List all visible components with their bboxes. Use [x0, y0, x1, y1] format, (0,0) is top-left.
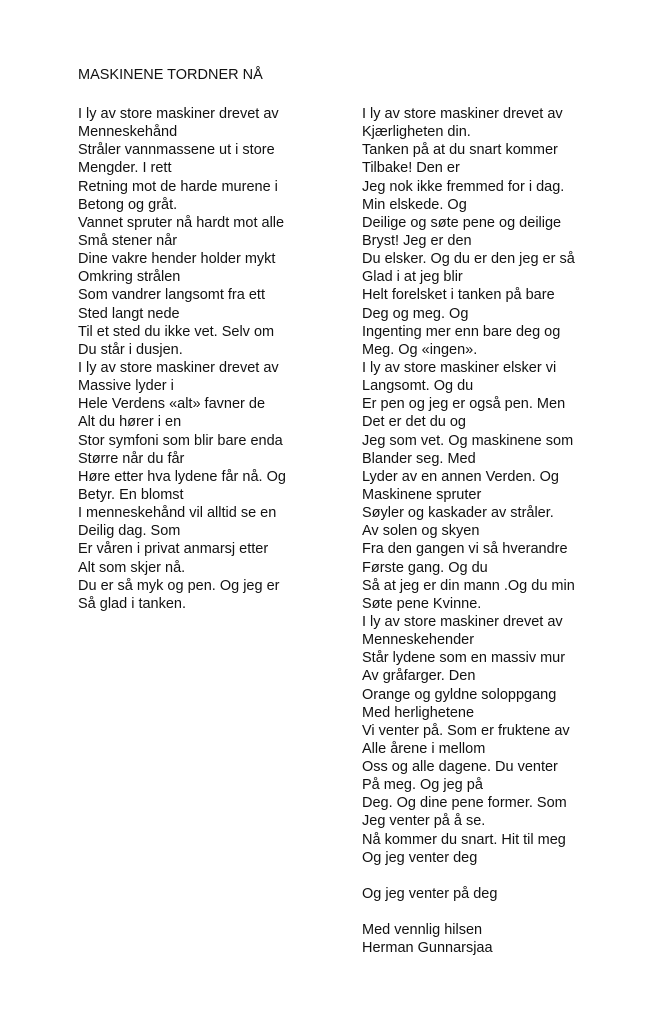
poem-line: Til et sted du ikke vet. Selv om — [78, 323, 275, 340]
poem-line: Stor symfoni som blir bare enda — [78, 432, 283, 449]
poem-line: Deg. Og dine pene former. Som — [362, 795, 567, 812]
poem-line: Søte pene Kvinne. — [362, 595, 482, 612]
poem-line: Større når du får — [78, 450, 185, 467]
poem-line: Jeg venter på å se. — [362, 813, 486, 830]
poem-line: Omkring strålen — [78, 269, 181, 286]
poem-line: Du er så myk og pen. Og jeg er — [78, 577, 280, 594]
poem-line: I ly av store maskiner elsker vi — [362, 359, 557, 376]
poem-line: Alle årene i mellom — [362, 740, 486, 757]
poem-left-column — [78, 105, 348, 613]
poem-line: Langsomt. Og du — [362, 378, 474, 395]
poem-line: Nå kommer du snart. Hit til meg — [362, 831, 566, 848]
poem-line: Fra den gangen vi så hverandre — [362, 541, 568, 558]
poem-line: Første gang. Og du — [362, 559, 488, 576]
poem-right-column — [362, 105, 652, 958]
poem-line: Jeg som vet. Og maskinene som — [362, 432, 574, 449]
poem-line: Menneskehender — [362, 632, 475, 649]
poem-line: Glad i at jeg blir — [362, 269, 463, 286]
poem-line: Søyler og kaskader av stråler. — [362, 505, 554, 522]
poem-line: Bryst! Jeg er den — [362, 232, 472, 249]
poem-line: Av gråfarger. Den — [362, 668, 476, 685]
poem-line: Min elskede. Og — [362, 196, 467, 213]
poem-line: Helt forelsket i tanken på bare — [362, 287, 555, 304]
poem-line: Kjærligheten din. — [362, 124, 471, 141]
poem-line: På meg. Og jeg på — [362, 777, 483, 794]
poem-line: Vi venter på. Som er fruktene av — [362, 722, 570, 739]
poem-line: Av solen og skyen — [362, 523, 480, 540]
poem-line: Er pen og jeg er også pen. Men — [362, 396, 566, 413]
poem-line: Tanken på at du snart kommer — [362, 142, 558, 159]
stanza-gap — [362, 867, 652, 885]
poem-line: Så at jeg er din mann .Og du min — [362, 577, 575, 594]
poem-line: Som vandrer langsomt fra ett — [78, 287, 265, 304]
poem-line: Deg og meg. Og — [362, 305, 469, 322]
poem-line: Du elsker. Og du er den jeg er så — [362, 251, 575, 268]
poem-line: Menneskehånd — [78, 124, 178, 141]
poem-line: I ly av store maskiner drevet av — [362, 106, 563, 122]
poem-line: I ly av store maskiner drevet av — [362, 613, 563, 630]
poem-line: Det er det du og — [362, 414, 466, 431]
poem-line: Deilig dag. Som — [78, 523, 181, 540]
poem-line: Dine vakre hender holder mykt — [78, 251, 276, 268]
poem-line: Stråler vannmassene ut i store — [78, 142, 275, 159]
poem-line: Alt du hører i en — [78, 414, 182, 431]
poem-line: Hele Verdens «alt» favner de — [78, 396, 266, 413]
poem-line: Betyr. En blomst — [78, 486, 184, 503]
poem-line: Små stener når — [78, 232, 178, 249]
poem-line: Står lydene som en massiv mur — [362, 650, 566, 667]
poem-line: Blander seg. Med — [362, 450, 476, 467]
poem-line: Høre etter hva lydene får nå. Og — [78, 468, 286, 485]
poem-line: Med herlighetene — [362, 704, 475, 721]
poem-line: Oss og alle dagene. Du venter — [362, 759, 558, 776]
poem-title: MASKINENE TORDNER NÅ — [78, 67, 263, 83]
poem-line: Er våren i privat anmarsj etter — [78, 541, 269, 558]
poem-line: Lyder av en annen Verden. Og — [362, 468, 559, 485]
poem-line: Orange og gyldne soloppgang — [362, 686, 557, 703]
poem-line: Tilbake! Den er — [362, 160, 460, 177]
poem-line: Jeg nok ikke fremmed for i dag. — [362, 178, 565, 195]
poem-line: Så glad i tanken. — [78, 595, 187, 612]
poem-line: I menneskehånd vil alltid se en — [78, 505, 277, 522]
poem-line: Mengder. I rett — [78, 160, 172, 177]
poem-line: I ly av store maskiner drevet av — [78, 359, 279, 376]
poem-line: I ly av store maskiner drevet av — [78, 106, 279, 122]
author-name: Herman Gunnarsjaa — [362, 940, 493, 957]
signoff-text: Med vennlig hilsen — [362, 922, 483, 939]
poem-line: Maskinene spruter — [362, 486, 482, 503]
poem-line: Du står i dusjen. — [78, 341, 183, 358]
poem-line: Ingenting mer enn bare deg og — [362, 323, 561, 340]
poem-line: Meg. Og «ingen». — [362, 341, 478, 358]
poem-line: Massive lyder i — [78, 378, 174, 395]
stanza-gap — [362, 903, 652, 921]
poem-line: Deilige og søte pene og deilige — [362, 214, 562, 231]
poem-line: Vannet spruter nå hardt mot alle — [78, 214, 285, 231]
poem-line: Sted langt nede — [78, 305, 180, 322]
poem-line: Betong og gråt. — [78, 196, 178, 213]
poem-line: Alt som skjer nå. — [78, 559, 186, 576]
poem-line: Retning mot de harde murene i — [78, 178, 278, 195]
closing-line: Og jeg venter på deg — [362, 886, 498, 903]
poem-line: Og jeg venter deg — [362, 849, 478, 866]
